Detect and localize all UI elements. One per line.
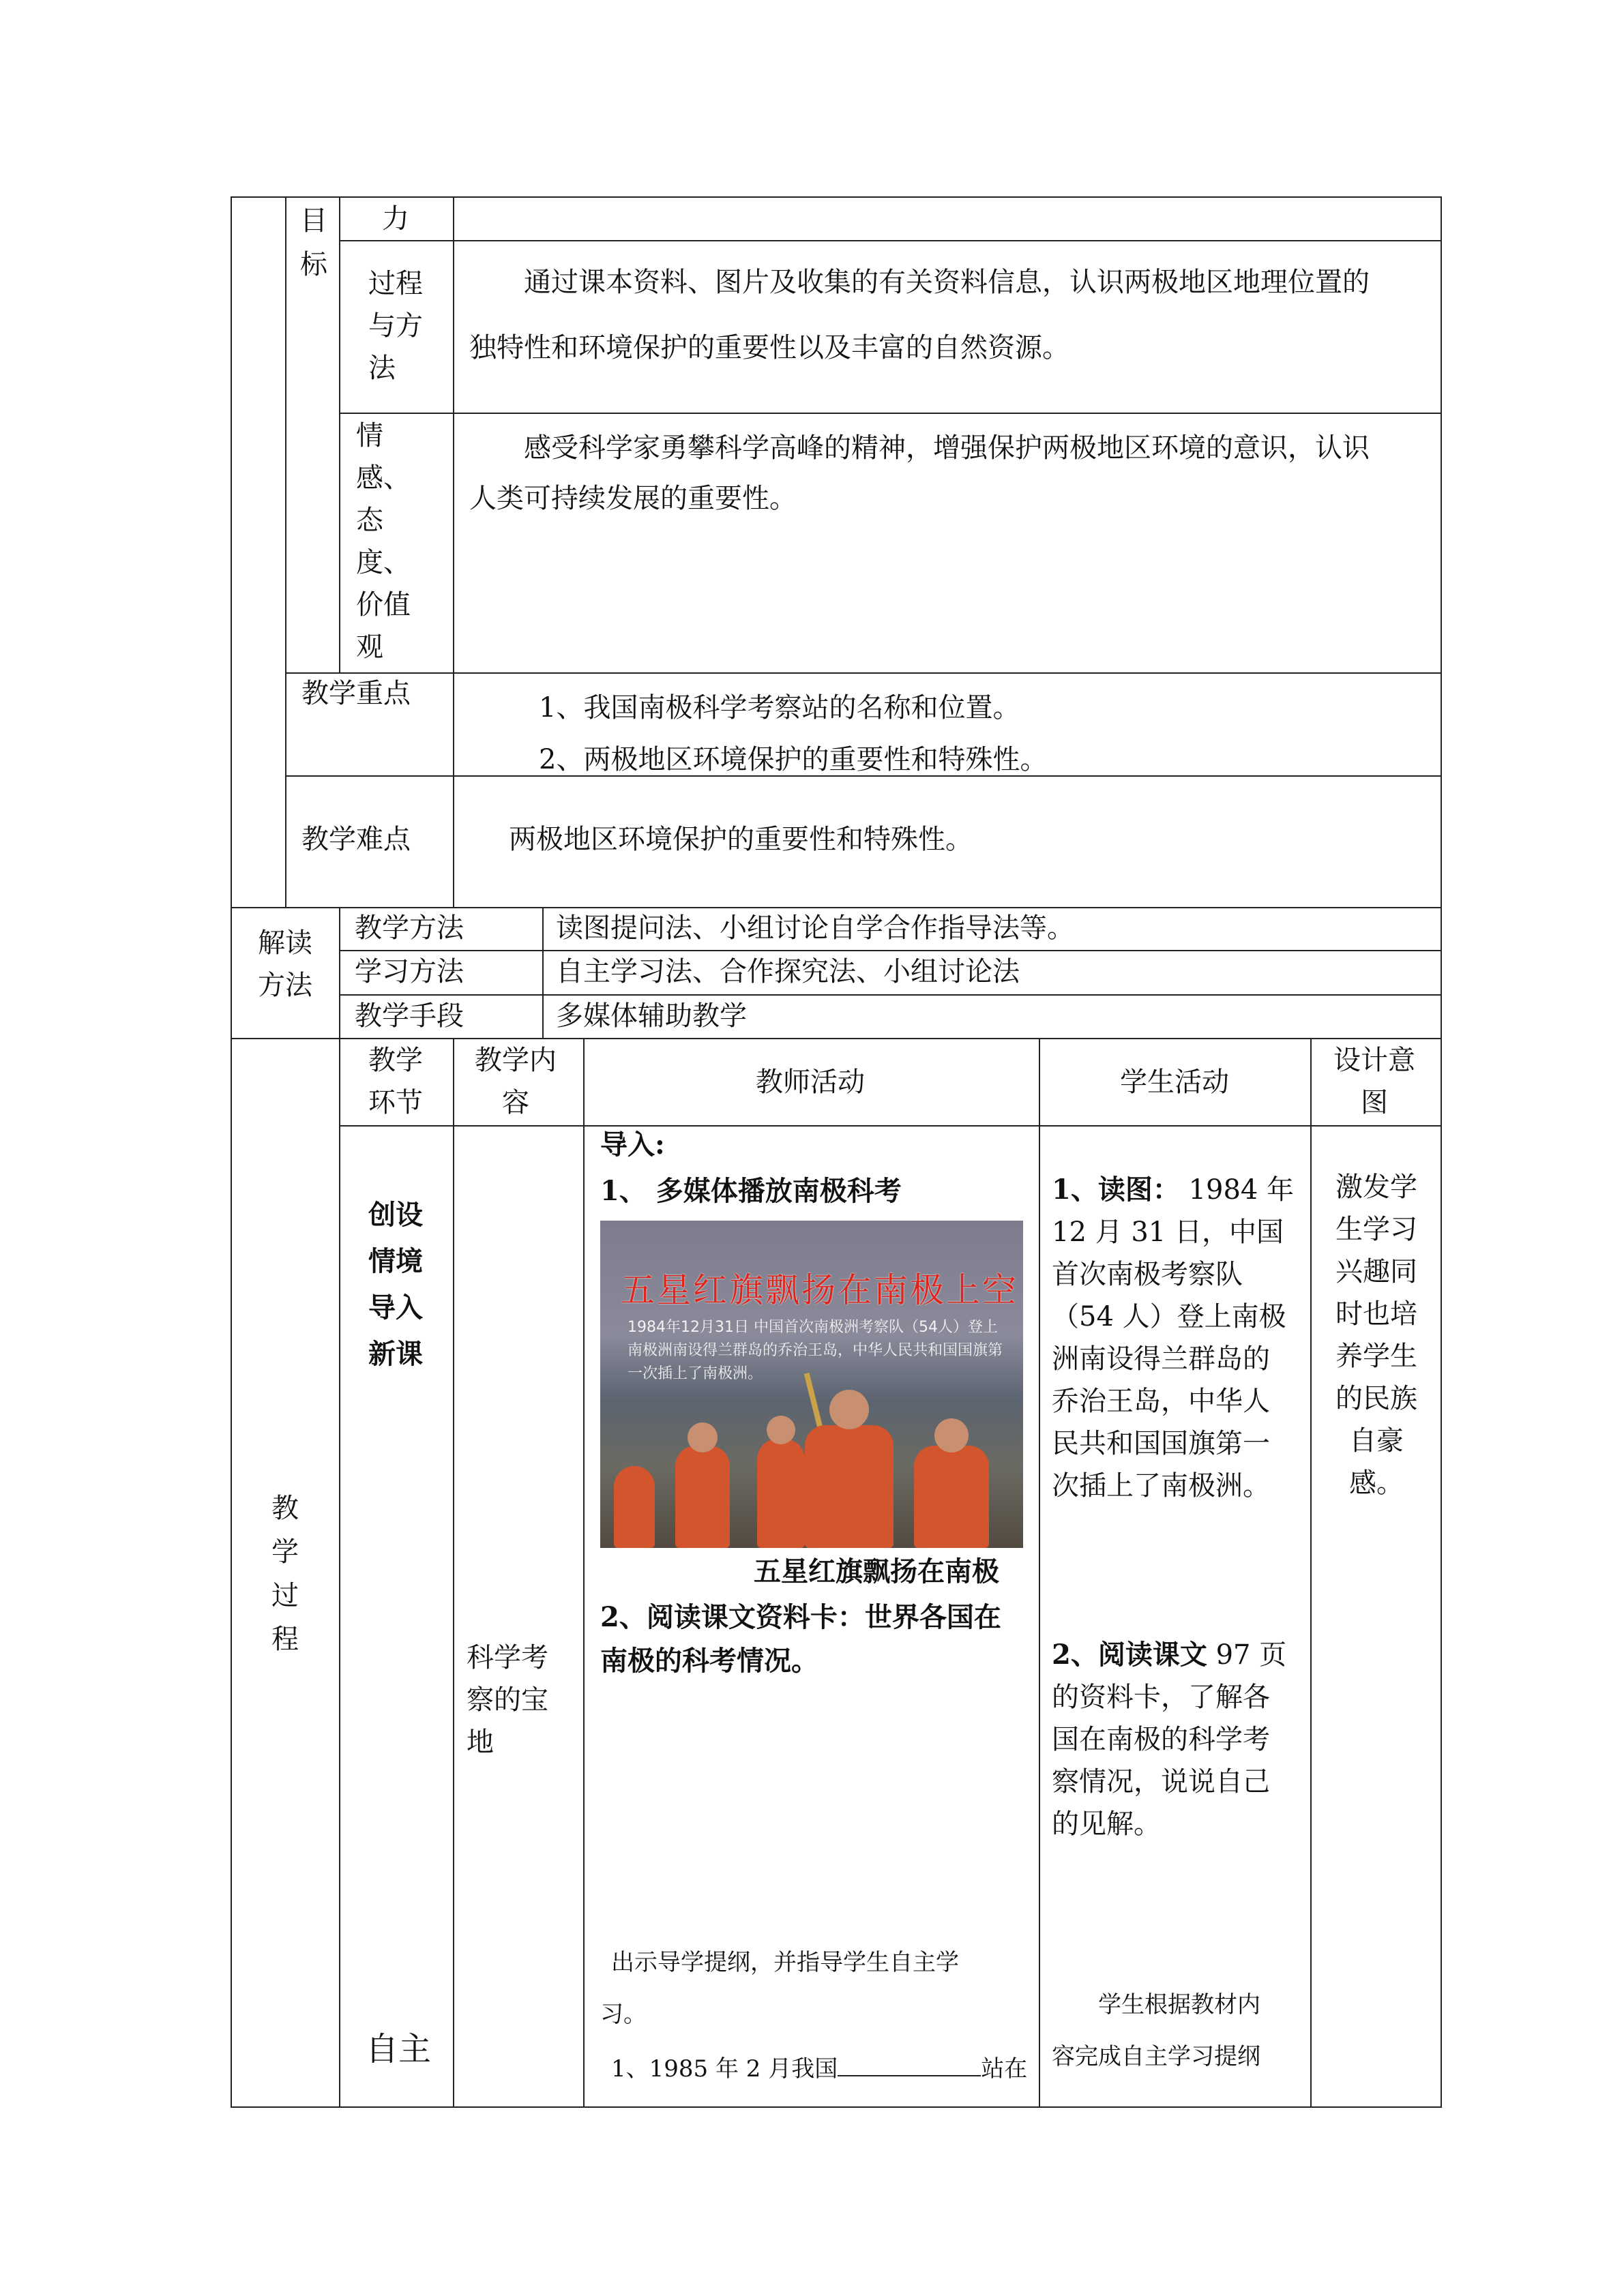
ability-label: 力 xyxy=(382,203,409,235)
method-label-learning: 学习方法 xyxy=(355,956,464,987)
emotion-content: 感受科学家勇攀科学高峰的精神，增强保护两极地区环境的意识，认识 人类可持续发展的重要性。 xyxy=(469,432,1370,514)
key-points-list xyxy=(539,682,1047,786)
method-row2-border xyxy=(339,994,1442,996)
method-label-teaching: 教学方法 xyxy=(355,912,464,944)
member-head xyxy=(688,1422,718,1452)
key-point-item: 2、两极地区环境保护的重要性和特殊性。 xyxy=(539,744,1048,775)
process-row-border xyxy=(339,413,1442,414)
stage-col-border xyxy=(453,1038,454,2107)
process-label: 过程 与方 法 xyxy=(368,268,423,384)
emotion-label: 情 感、 态 度、 价值 观 xyxy=(356,420,411,663)
teacher-guide: 出示导学提纲，并指导学生自主学 习。 xyxy=(600,1949,959,2028)
method-label-means: 教学手段 xyxy=(355,1000,464,1032)
expedition-member xyxy=(914,1446,989,1548)
header-content: 教学内 容 xyxy=(475,1045,557,1118)
content-science-land: 科学考 察的宝 地 xyxy=(467,1642,548,1758)
outer-left-border xyxy=(231,196,232,2108)
expedition-member xyxy=(675,1446,730,1548)
outer-bottom-border xyxy=(231,2106,1442,2108)
goal-title-border xyxy=(339,196,340,672)
goal-title: 目 标 xyxy=(300,205,327,280)
key-point-item: 1、我国南极科学考察站的名称和位置。 xyxy=(539,692,1020,724)
member-head xyxy=(829,1390,869,1429)
inner-left-border xyxy=(285,196,286,907)
student-read2: 2、阅读课文 97 页 的资料卡，了解各 国在南极的科学考 察情况，说说自己 的见解。 xyxy=(1052,1639,1287,1840)
photo-caption: 1984年12月31日 中国首次南极洲考察队（54人）登上南极洲南设得兰群岛的乔治王岛，中华人民共和国国旗第一次插上了南极洲。 xyxy=(628,1319,1003,1382)
process-label-border xyxy=(339,1038,340,2107)
design-intent: 激发学 生学习 兴趣同 时也培 养学生 的民族 自豪 感。 xyxy=(1335,1172,1417,1499)
method-value-teaching: 读图提问法、小组讨论自学合作指导法等。 xyxy=(556,912,1074,944)
ability-row-border xyxy=(339,240,1442,241)
methods-group-label: 解读 方法 xyxy=(258,927,312,1001)
header-stage: 教学 环节 xyxy=(368,1045,423,1118)
method-value-learning: 自主学习法、合作探究法、小组讨论法 xyxy=(556,956,1020,987)
header-teacher: 教师活动 xyxy=(756,1067,865,1098)
outer-right-border xyxy=(1441,196,1442,2108)
header-student: 学生活动 xyxy=(1120,1067,1229,1098)
goal-label-border xyxy=(453,196,454,907)
expedition-member xyxy=(805,1425,894,1548)
student-col-border xyxy=(1310,1038,1312,2107)
emotion-row-border xyxy=(285,672,1442,674)
header-row-border xyxy=(339,1125,1442,1127)
method-group-border xyxy=(339,907,340,1039)
teacher-item1: 1、 多媒体播放南极科考 xyxy=(600,1175,902,1207)
teacher-item2: 2、阅读课文资料卡：世界各国在 南极的科考情况。 xyxy=(600,1601,1001,1677)
teacher-col-border xyxy=(1039,1038,1040,2107)
content-col-border xyxy=(583,1038,585,2107)
key-points-label: 教学重点 xyxy=(301,678,411,709)
outer-top-border xyxy=(231,196,1442,198)
header-intent: 设计意 图 xyxy=(1333,1045,1415,1118)
process-label: 教 学 过 程 xyxy=(271,1493,299,1655)
difficult-points-label: 教学难点 xyxy=(301,824,411,855)
teacher-intro: 导入: xyxy=(600,1129,665,1161)
method-value-means: 多媒体辅助教学 xyxy=(556,1000,747,1032)
teacher-question1: 1、1985 年 2 月我国 站在 xyxy=(611,2055,1028,2083)
stage-self-study: 自主 xyxy=(366,2030,432,2068)
method-label-border xyxy=(542,907,544,1039)
student-self-study: 学生根据教材内 容完成自主学习提纲 xyxy=(1052,1991,1260,2070)
student-read1: 1、读图： 1984 年 12 月 31 日，中国 首次南极考察队 （54 人）登上南极 洲南设得兰群岛的 乔治王岛，中华人 民共和国国旗第一 次插上了南极洲。 xyxy=(1052,1174,1295,1502)
expedition-member xyxy=(614,1466,655,1548)
process-content: 通过课本资料、图片及收集的有关资料信息，认识两极地区地理位置的 独特性和环境保护的重要性以及丰富的自然资源。 xyxy=(469,267,1370,363)
antarctic-expedition-photo xyxy=(600,1221,1023,1548)
blank-underline xyxy=(838,2055,981,2076)
member-head xyxy=(767,1416,795,1444)
difficult-points-content: 两极地区环境保护的重要性和特殊性。 xyxy=(509,824,973,855)
photo-caption-below: 五星红旗飘扬在南极 xyxy=(754,1555,999,1587)
expedition-member xyxy=(757,1439,805,1548)
member-head xyxy=(934,1418,969,1452)
photo-title: 五星红旗飘扬在南极上空 xyxy=(621,1270,1018,1310)
stage-intro: 创设 情境 导入 新课 xyxy=(368,1199,423,1370)
